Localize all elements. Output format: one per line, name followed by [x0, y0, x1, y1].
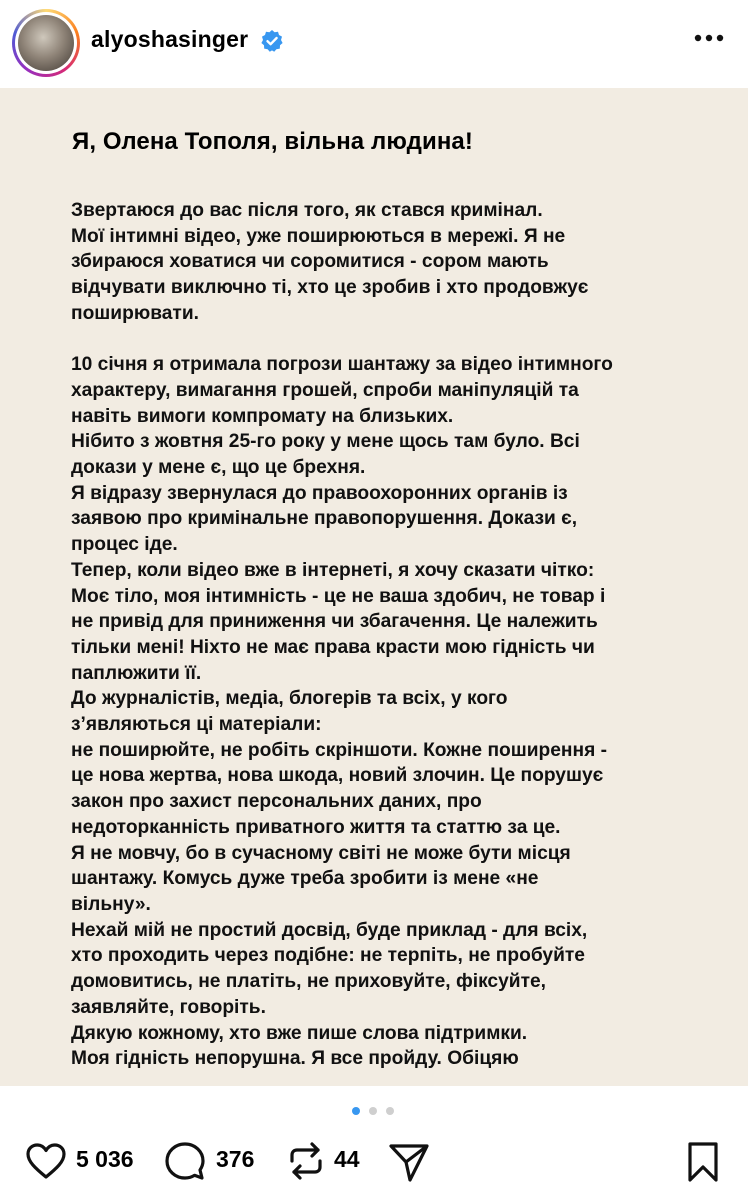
bookmark-icon[interactable] [686, 1141, 720, 1183]
post-image[interactable] [0, 88, 748, 1086]
more-options-icon[interactable] [694, 32, 724, 44]
post-title: Я, Олена Тополя, вільна людина! [72, 128, 473, 155]
post-header [0, 0, 748, 88]
story-ring[interactable] [12, 9, 80, 77]
reposts-count[interactable]: 44 [334, 1146, 360, 1172]
action-bar [0, 1132, 748, 1192]
carousel-indicator [0, 1102, 748, 1122]
share-icon[interactable] [388, 1141, 430, 1183]
post-body-text: Звертаюся до вас після того, як стався кримінал. Мої інтимні відео, уже поширюються в мережі. Я не збираюся ховатися чи соромитися - сором мають відчувати виключно ті, хто це зробив і хто продовжує поширювати. 10 січня я отримала погрози шантажу за відео інтимного характеру, вимагання грошей, спроби маніпуляцій та навіть вимоги компромату на близьких. Нібито з жовтня 25-го року у мене щось там було. Всі докази у мене є, що це брехня. Я відразу звернулася до правоохоронних органів із заявою про кримінальне правопорушення. Докази є, процес іде. Тепер, коли відео вже в інтернеті, я хочу сказати чітко: Моє тіло, моя інтимність - це не ваша здобич, не товар і не привід для приниження чи збагачення. Це належить тільки мені! Ніхто не має права красти мою гідність чи паплюжити її. До журналістів, медіа, блогерів та всіх, у кого з’являються ці матеріали: не поширюйте, не робіть скріншоти. Кожне поширення - це нова жертва, нова шкода, новий злочин. Це порушує закон про захист персональних даних, про недоторканність приватного життя та статтю за це. Я не мовчу, бо в сучасному світі не може бути місця шантажу. Комусь дуже треба зробити із мене «не вільну». Нехай мій не простий досвід, буде приклад - для всіх, хто проходить через подібне: не терпіть, не пробуйте домовитись, не платіть, не приховуйте, фіксуйте, заявляйте, говоріть. Дякую кожному, хто вже пише слова підтримки. Моя гідність непорушна. Я все пройду. Обіцяю [71, 200, 613, 1070]
likes-count[interactable]: 5 036 [76, 1146, 134, 1172]
carousel-dot [386, 1107, 394, 1115]
avatar[interactable] [18, 15, 74, 71]
repost-icon[interactable] [286, 1141, 326, 1181]
username[interactable]: alyoshasinger [91, 26, 249, 52]
carousel-dot [369, 1107, 377, 1115]
carousel-dot-active [352, 1107, 360, 1115]
heart-icon[interactable] [25, 1142, 67, 1180]
verified-badge-icon [260, 29, 284, 53]
comment-icon[interactable] [165, 1141, 205, 1181]
comments-count[interactable]: 376 [216, 1146, 255, 1172]
